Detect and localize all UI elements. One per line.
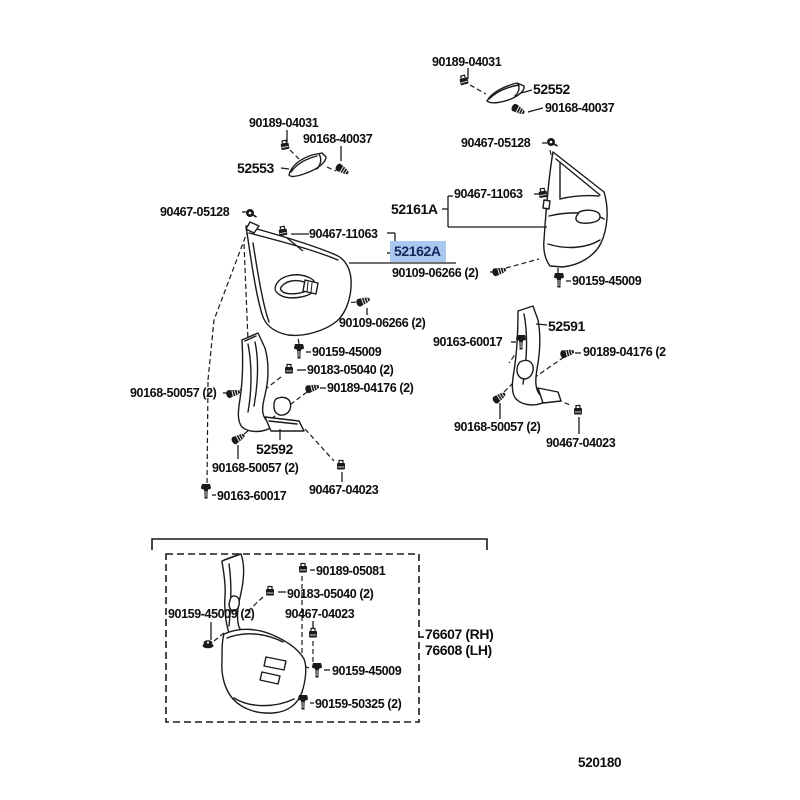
clip-icon: [538, 188, 547, 198]
clip-icon: [337, 461, 345, 470]
label-90467-11063-a: 90467-11063: [454, 187, 523, 201]
bolt-icon: [298, 695, 308, 710]
label-90159-50325: 90159-50325 (2): [315, 697, 402, 711]
clip-icon: [299, 564, 307, 573]
part-52552-drawing: [487, 83, 524, 103]
nut-icon: [203, 640, 214, 648]
screw-icon: [491, 266, 506, 277]
label-90159-45009-b: 90159-45009: [312, 345, 382, 359]
label-90183-05040-b: 90183-05040 (2): [287, 587, 374, 601]
label-90168-50057-a: 90168-50057 (2): [130, 386, 217, 400]
clip-icon: [574, 406, 582, 415]
clip-icon: [278, 226, 287, 236]
label-90189-04031-a: 90189-04031: [432, 55, 502, 69]
bolt-icon: [201, 484, 211, 499]
label-52591: 52591: [548, 318, 585, 334]
label-90189-04176-b: 90189-04176 (2): [327, 381, 414, 395]
label-90168-40037-b: 90168-40037: [303, 132, 373, 146]
figure-number: 520180: [578, 755, 622, 770]
part-mudflap-assembly-drawing: [222, 554, 306, 713]
label-90467-11063-b: 90467-11063: [309, 227, 378, 241]
label-90467-04023-c: 90467-04023: [285, 607, 355, 621]
top-bracket: [152, 539, 487, 550]
screw-icon: [559, 348, 574, 359]
label-90159-45009-c: 90159-45009 (2): [168, 607, 255, 621]
label-90163-60017-a: 90163-60017: [433, 335, 503, 349]
grommet-icon: [246, 209, 257, 217]
label-52553: 52553: [237, 160, 274, 176]
screw-icon: [226, 388, 241, 399]
label-76607-rh: 76607 (RH): [425, 626, 494, 642]
label-90163-60017-b: 90163-60017: [217, 489, 287, 503]
part-52161a-drawing: [543, 152, 607, 267]
label-90109-06266-a: 90109-06266 (2): [392, 266, 479, 280]
label-90159-45009-a: 90159-45009: [572, 274, 642, 288]
screw-icon: [510, 103, 526, 117]
screw-icon: [304, 383, 319, 394]
label-52552: 52552: [533, 81, 570, 97]
clip-icon: [285, 365, 293, 374]
clip-icon: [459, 75, 469, 86]
clip-icon: [309, 629, 317, 638]
bolt-icon: [554, 273, 564, 288]
label-90189-04031-b: 90189-04031: [249, 116, 319, 130]
bolt-icon: [294, 344, 304, 359]
screw-icon: [491, 390, 507, 404]
label-90183-05040-a: 90183-05040 (2): [307, 363, 394, 377]
label-90467-04023-b: 90467-04023: [546, 436, 616, 450]
label-90189-05081: 90189-05081: [316, 564, 386, 578]
label-90159-45009-d: 90159-45009: [332, 664, 402, 678]
label-90168-40037-a: 90168-40037: [545, 101, 615, 115]
label-52161a: 52161A: [391, 201, 438, 217]
label-52162a-highlighted[interactable]: 52162A: [390, 241, 446, 262]
clip-icon: [280, 140, 289, 150]
bolt-icon: [312, 663, 322, 678]
label-90168-50057-c: 90168-50057 (2): [454, 420, 541, 434]
label-90467-05128-a: 90467-05128: [160, 205, 230, 219]
screw-icon: [355, 295, 371, 307]
label-90189-04176-a: 90189-04176 (2: [583, 345, 666, 359]
screw-icon: [334, 162, 350, 176]
clip-icon: [266, 587, 274, 596]
label-90467-05128-b: 90467-05128: [461, 136, 531, 150]
label-90168-50057-b: 90168-50057 (2): [212, 461, 299, 475]
label-90467-04023-a: 90467-04023: [309, 483, 379, 497]
part-drawings: [222, 83, 607, 713]
label-52592: 52592: [256, 441, 293, 457]
grommet-icon: [547, 138, 558, 146]
label-90109-06266-b: 90109-06266 (2): [339, 316, 426, 330]
label-76608-lh: 76608 (LH): [425, 642, 492, 658]
part-52553-drawing: [289, 153, 326, 176]
